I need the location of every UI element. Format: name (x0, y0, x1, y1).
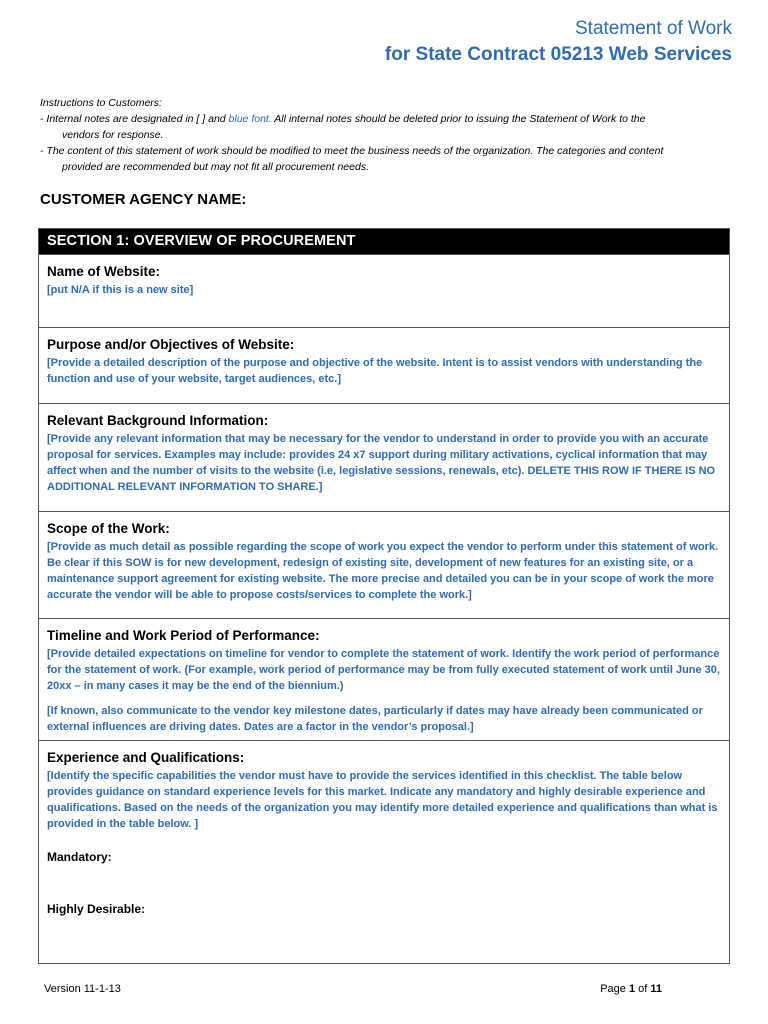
row-title: Name of Website: (47, 264, 161, 279)
row-website-name (39, 254, 729, 327)
section-header: SECTION 1: OVERVIEW OF PROCUREMENT (39, 229, 729, 254)
row-title: Timeline and Work Period of Performance: (47, 628, 320, 643)
instruction-line-1 (40, 111, 730, 127)
instruction-text: - Internal notes are designated in [ ] and (40, 113, 229, 125)
row-title: Scope of the Work: (47, 521, 170, 536)
row-note: [Provide a detailed description of the purpose and objective of the website. Intent is to assist vendors with understanding the function and use of your website, target audiences, etc.] (47, 357, 703, 385)
section-table (38, 228, 730, 964)
row-timeline (39, 618, 729, 740)
row-purpose (39, 327, 729, 403)
row-experience (39, 740, 729, 964)
page-number (600, 983, 662, 995)
row-note: [Provide detailed expectations on timeline for vendor to complete the statement of work. Identify the work period of performance for the statement of work. (For example, work period of performance may be from fully executed statement of work until June 30, 20xx – in many cases it may be the end of the biennium.) (47, 648, 720, 692)
page-of: of (635, 983, 651, 995)
row-title: Experience and Qualifications: (47, 750, 245, 765)
document-title: Statement of Work (575, 18, 732, 39)
row-background (39, 403, 729, 511)
version-label: Version 11-1-13 (44, 983, 121, 995)
document-header (385, 16, 732, 68)
page-prefix: Page (600, 983, 629, 995)
row-scope (39, 511, 729, 618)
row-note: [Provide any relevant information that may be necessary for the vendor to understand in order to provide you with an accurate proposal for services. Examples may include: provides 24 x7 support during military activations, cyclical information that may affect when and the number of visits to the website (i.e, legislative sessions, renewals, etc). DELETE THIS ROW IF THERE IS NO ADDITIONAL RELEVANT INFORMATION TO SHARE.] (47, 433, 716, 493)
row-title: Relevant Background Information: (47, 413, 269, 428)
document-subtitle: for State Contract 05213 Web Services (384, 44, 732, 65)
row-note: [put N/A if this is a new site] (47, 284, 194, 296)
instructions-heading: Instructions to Customers: (40, 97, 162, 109)
row-note: [Identify the specific capabilities the vendor must have to provide the services identified in this checklist. The table below provides guidance on standard experience levels for this market. Indicate any mandatory and highly desirable experience and qualifications. Based on the needs of the organization you may identify more detailed experience and qualifications than what is provided in the table below. ] (47, 770, 718, 830)
row-note-milestones: [If known, also communicate to the vendor key milestone dates, particularly if dates may have already been communicated or external influences are driving dates. Dates are a factor in the vendor’s proposal.] (47, 705, 703, 733)
blue-font-sample: blue font. (228, 113, 272, 125)
instruction-line-1-cont: vendors for response. (62, 129, 164, 141)
highly-desirable-label: Highly Desirable: (47, 902, 146, 916)
customer-agency-label: CUSTOMER AGENCY NAME: (40, 191, 247, 208)
mandatory-label: Mandatory: (47, 850, 112, 864)
page-current: 1 (628, 983, 636, 995)
row-note: [Provide as much detail as possible regarding the scope of work you expect the vendor to perform under this statement of work. Be clear if this SOW is for new development, redesign of existing site, development of new features for an existing site, or a maintenance support agreement for existing website. The more precise and detailed you can be in your scope of work the more accurate the vendor will be able to propose costs/services to complete the work.] (47, 541, 719, 601)
row-title: Purpose and/or Objectives of Website: (47, 337, 295, 352)
page-total: 11 (650, 983, 662, 995)
instructions-block (40, 95, 730, 175)
instruction-line-2: - The content of this statement of work should be modified to meet the business needs of the organization. The categories and content (40, 145, 664, 157)
instruction-text: All internal notes should be deleted prior to issuing the Statement of Work to the (271, 113, 646, 125)
instruction-line-2-cont: provided are recommended but may not fit all procurement needs. (62, 161, 369, 173)
